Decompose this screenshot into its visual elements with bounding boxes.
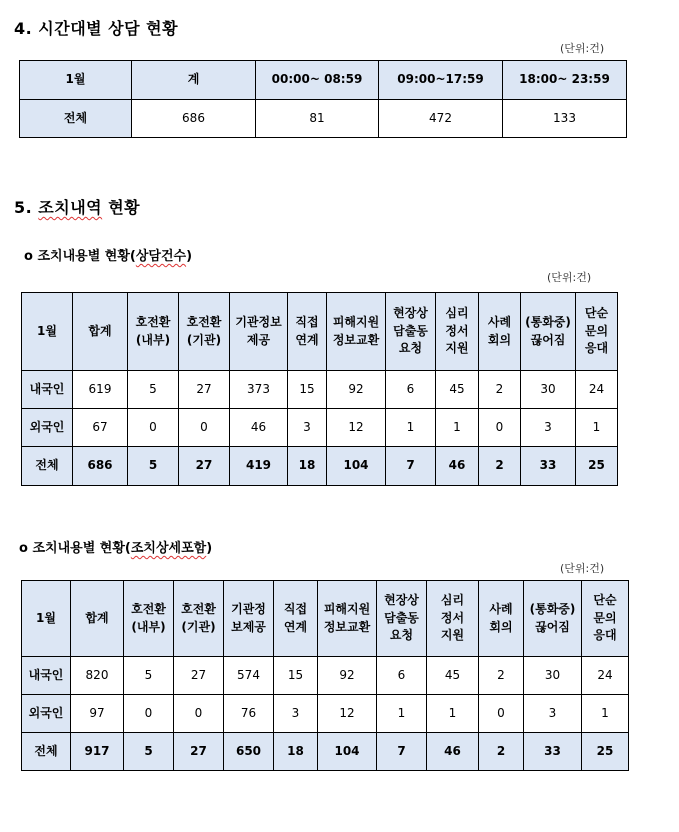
table-cell: 820 (71, 657, 124, 695)
table2-title-prefix: 조치내용별 현황( (32, 541, 131, 556)
header-cell (128, 293, 179, 371)
table2-row (22, 657, 629, 695)
header-line: 정서 (445, 323, 469, 338)
header-cell (436, 293, 479, 371)
table-cell: 92 (318, 657, 377, 695)
table1-row (22, 409, 618, 447)
table-cell: 0 (479, 695, 524, 733)
header-line: 단순 (593, 593, 617, 608)
header-line: 문의 (584, 323, 609, 338)
table-cell: 104 (318, 733, 377, 771)
bullet-icon: o (19, 541, 28, 556)
section4-unit: (단위:건) (560, 42, 605, 55)
table-cell: 686 (132, 100, 256, 138)
header-cell (124, 581, 174, 657)
header-line: 요청 (398, 341, 423, 356)
table-cell: 24 (576, 371, 618, 409)
row-label: 내국인 (22, 657, 71, 695)
header-line: 지원 (445, 341, 469, 356)
section5-heading-tail: 현황 (108, 198, 141, 217)
table2-unit: (단위:건) (560, 562, 605, 575)
table-cell: 27 (174, 733, 224, 771)
measures-table-consultations (21, 292, 618, 486)
header-line: 끊어짐 (530, 332, 566, 347)
header-line: 연계 (283, 619, 308, 634)
table-cell: 1 (386, 409, 436, 447)
header-cell (179, 293, 230, 371)
header-line: 회의 (489, 619, 513, 634)
header-cell (327, 293, 386, 371)
header-line: 제공 (246, 332, 271, 347)
header-line: 사례 (487, 315, 512, 330)
time-slot-total-row (20, 100, 627, 138)
table-cell: 0 (124, 695, 174, 733)
header-cell (576, 293, 618, 371)
row-label: 전체 (20, 100, 132, 138)
header-line: 단순 (584, 306, 609, 321)
table-cell: 419 (230, 447, 288, 486)
header-line: 호전환 (186, 315, 222, 330)
header-line: 응대 (584, 341, 609, 356)
header-cell (22, 581, 71, 657)
section5-heading (14, 195, 140, 218)
table-cell: 7 (386, 447, 436, 486)
table-cell: 0 (479, 409, 521, 447)
header-cell (288, 293, 327, 371)
table-cell: 3 (288, 409, 327, 447)
header-line: 사례 (489, 602, 513, 617)
header-line: 정보교환 (332, 332, 380, 347)
header-cell: 계 (132, 61, 256, 100)
table-cell: 1 (576, 409, 618, 447)
header-line: 직접 (283, 602, 308, 617)
table1-title-keyword: 상담건수 (135, 249, 187, 264)
table-cell: 18 (288, 447, 327, 486)
table-cell: 472 (379, 100, 503, 138)
header-cell: 1월 (20, 61, 132, 100)
table-cell: 12 (327, 409, 386, 447)
header-line: 심리 (445, 306, 469, 321)
table-cell: 104 (327, 447, 386, 486)
table-cell: 2 (479, 733, 524, 771)
header-line: 기관정 (231, 602, 266, 617)
table-cell: 3 (524, 695, 582, 733)
header-line: (통화중) (529, 602, 576, 617)
header-cell (479, 581, 524, 657)
table-cell: 18 (274, 733, 318, 771)
table1-title (24, 245, 192, 264)
table2-header-row (22, 581, 629, 657)
table-cell: 6 (386, 371, 436, 409)
time-slot-header-row (20, 61, 627, 100)
header-line: 기관정보 (235, 315, 282, 330)
header-cell (479, 293, 521, 371)
table-cell: 5 (128, 371, 179, 409)
table-cell: 81 (256, 100, 379, 138)
header-cell (71, 581, 124, 657)
measures-table-detailed (21, 580, 629, 771)
table-cell: 25 (582, 733, 629, 771)
table-cell: 5 (124, 657, 174, 695)
header-line: 문의 (593, 610, 617, 625)
header-cell (582, 581, 629, 657)
header-cell (224, 581, 274, 657)
header-cell: 18:00~ 23:59 (503, 61, 627, 100)
table-cell: 76 (224, 695, 274, 733)
header-cell (174, 581, 224, 657)
section5-heading-number: 5. (14, 198, 33, 217)
header-line: (기관) (186, 332, 222, 347)
table1-row (22, 371, 618, 409)
header-cell (318, 581, 377, 657)
table2-title (19, 537, 212, 556)
header-line: 지원 (440, 628, 465, 643)
row-label: 전체 (22, 447, 73, 486)
header-cell (230, 293, 288, 371)
table1-total-row (22, 447, 618, 486)
table-cell: 2 (479, 371, 521, 409)
table-cell: 15 (274, 657, 318, 695)
header-line: 보제공 (231, 619, 266, 634)
table-cell: 46 (436, 447, 479, 486)
table-cell: 92 (327, 371, 386, 409)
header-cell (386, 293, 436, 371)
table-cell: 30 (524, 657, 582, 695)
header-cell (427, 581, 479, 657)
table-cell: 27 (179, 371, 230, 409)
table-cell: 67 (73, 409, 128, 447)
header-line: 피해지원 (332, 315, 380, 330)
header-line: 심리 (440, 593, 465, 608)
header-line: 담출동 (384, 610, 419, 625)
row-label: 외국인 (22, 409, 73, 447)
table-cell: 30 (521, 371, 576, 409)
row-label: 외국인 (22, 695, 71, 733)
table-cell: 6 (377, 657, 427, 695)
header-line: 담출동 (393, 323, 428, 338)
header-line: 1월 (37, 323, 57, 338)
table-cell: 0 (128, 409, 179, 447)
row-label: 내국인 (22, 371, 73, 409)
table-cell: 46 (230, 409, 288, 447)
table-cell: 27 (179, 447, 230, 486)
table-cell: 1 (427, 695, 479, 733)
time-slot-table (19, 60, 627, 138)
table-cell: 619 (73, 371, 128, 409)
header-cell (274, 581, 318, 657)
table-cell: 3 (274, 695, 318, 733)
table-cell: 5 (124, 733, 174, 771)
table-cell: 5 (128, 447, 179, 486)
table2-row (22, 695, 629, 733)
table-cell: 686 (73, 447, 128, 486)
header-line: 합계 (85, 610, 109, 625)
table-cell: 97 (71, 695, 124, 733)
table2-total-row (22, 733, 629, 771)
header-line: 회의 (487, 332, 512, 347)
header-line: 합계 (88, 323, 112, 338)
table-cell: 45 (436, 371, 479, 409)
table-cell: 27 (174, 657, 224, 695)
header-cell (22, 293, 73, 371)
section5-heading-word: 조치내역 (38, 198, 103, 217)
table-cell: 33 (521, 447, 576, 486)
table-cell: 373 (230, 371, 288, 409)
table-cell: 1 (436, 409, 479, 447)
table-cell: 0 (179, 409, 230, 447)
table1-header-row (22, 293, 618, 371)
table-cell: 46 (427, 733, 479, 771)
table2-title-keyword: 조치상세포함 (130, 541, 207, 556)
table-cell: 45 (427, 657, 479, 695)
header-line: (내부) (135, 332, 171, 347)
header-cell: 09:00~17:59 (379, 61, 503, 100)
header-line: 요청 (389, 628, 414, 643)
row-label: 전체 (22, 733, 71, 771)
table-cell: 33 (524, 733, 582, 771)
header-line: (기관) (181, 619, 216, 634)
table-cell: 1 (582, 695, 629, 733)
header-line: 연계 (295, 332, 319, 347)
table2-title-suffix: ) (206, 541, 213, 556)
header-line: 피해지원 (323, 602, 371, 617)
table-cell: 0 (174, 695, 224, 733)
table-cell: 917 (71, 733, 124, 771)
table1-title-prefix: 조치내용별 현황( (37, 249, 136, 264)
table1-title-suffix: ) (186, 249, 193, 264)
table-cell: 2 (479, 657, 524, 695)
table-cell: 7 (377, 733, 427, 771)
table1-unit: (단위:건) (547, 271, 592, 284)
header-line: 직접 (295, 315, 319, 330)
table-cell: 3 (521, 409, 576, 447)
table-cell: 1 (377, 695, 427, 733)
table-cell: 650 (224, 733, 274, 771)
table-cell: 12 (318, 695, 377, 733)
header-line: 호전환 (131, 602, 166, 617)
header-line: 현장상 (393, 306, 428, 321)
header-line: (내부) (131, 619, 166, 634)
table-cell: 2 (479, 447, 521, 486)
table-cell: 25 (576, 447, 618, 486)
section4-heading: 4. 시간대별 상담 현황 (14, 19, 179, 38)
header-line: 응대 (593, 628, 617, 643)
header-cell (377, 581, 427, 657)
table-cell: 15 (288, 371, 327, 409)
header-line: 1월 (36, 610, 56, 625)
bullet-icon: o (24, 249, 33, 264)
header-line: (통화중) (525, 315, 571, 330)
header-line: 끊어짐 (535, 619, 570, 634)
header-cell (524, 581, 582, 657)
header-line: 정보교환 (323, 619, 371, 634)
header-line: 현장상 (384, 593, 419, 608)
table-cell: 574 (224, 657, 274, 695)
header-line: 호전환 (181, 602, 216, 617)
header-cell (521, 293, 576, 371)
table-cell: 24 (582, 657, 629, 695)
table-cell: 133 (503, 100, 627, 138)
header-line: 호전환 (135, 315, 171, 330)
header-cell (73, 293, 128, 371)
header-cell: 00:00~ 08:59 (256, 61, 379, 100)
header-line: 정서 (440, 610, 465, 625)
